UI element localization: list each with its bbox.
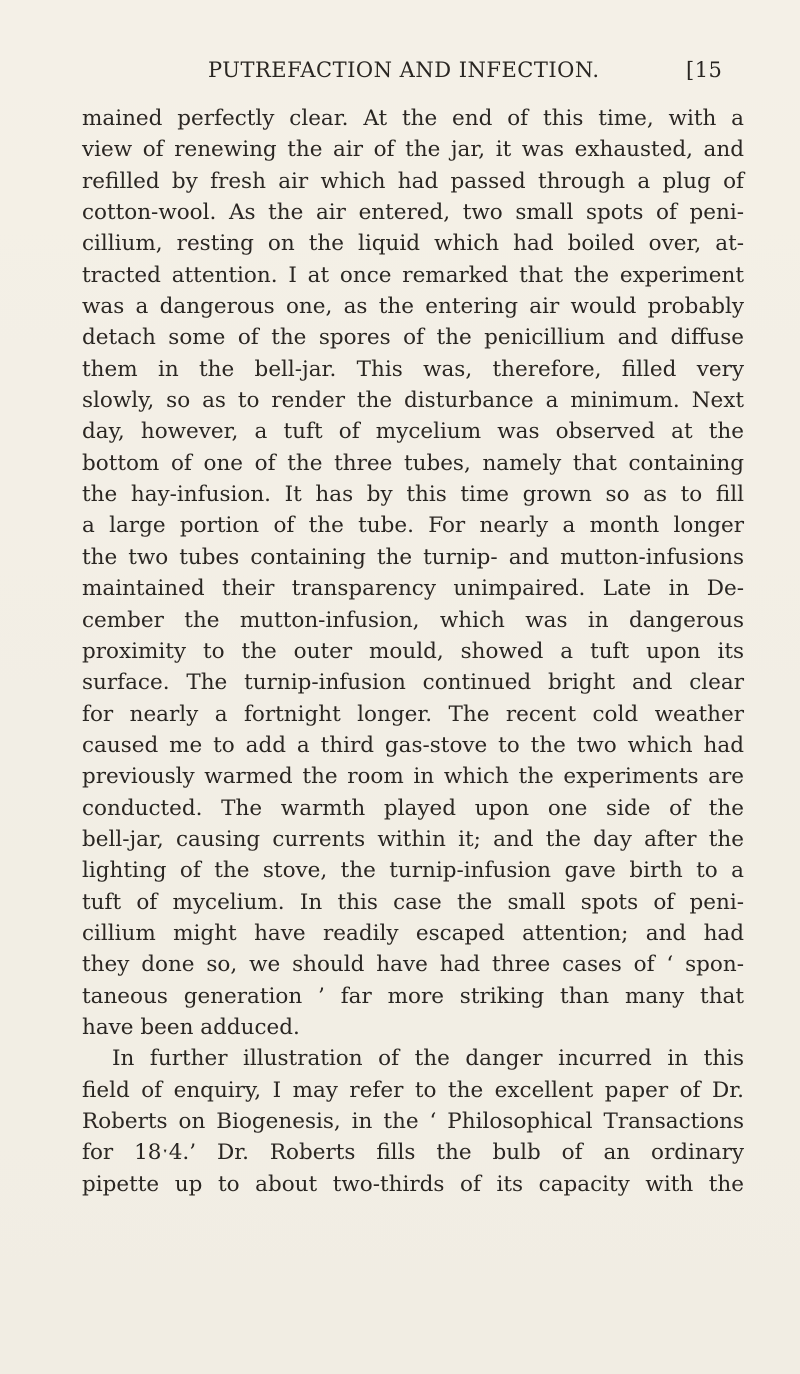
text-line: field of enquiry, I may refer to the excellent paper of Dr. — [82, 1077, 744, 1103]
text-line: day, however, a tuft of mycelium was observed at the — [82, 419, 744, 445]
running-title: PUTREFACTION AND INFECTION. — [208, 58, 600, 82]
paragraph-2 — [82, 1043, 744, 1200]
text-line: Roberts on Biogenesis, in the ‘ Philosophical Transactions — [82, 1109, 744, 1134]
page-number: [15 — [686, 58, 723, 82]
text-line: have been adduced. — [82, 1014, 300, 1040]
text-line: maintained their transparency unimpaired. Late in De- — [82, 576, 744, 602]
text-line: them in the bell-jar. This was, therefore, filled very — [82, 356, 744, 382]
running-head — [0, 58, 800, 88]
text-line: the hay-infusion. It has by this time grown so as to fill — [82, 482, 744, 508]
text-line: taneous generation ’ far more striking than many that — [82, 983, 744, 1009]
text-line: proximity to the outer mould, showed a tuft upon its — [82, 638, 744, 664]
text-line: they done so, we should have had three cases of ‘ spon- — [82, 952, 744, 978]
text-line: slowly, so as to render the disturbance a minimum. Next — [82, 388, 744, 414]
text-line: the two tubes containing the turnip- and mutton-infusions — [82, 544, 744, 570]
text-line: a large portion of the tube. For nearly a month longer — [82, 513, 744, 539]
text-line: cotton-wool. As the air entered, two small spots of peni- — [82, 200, 744, 226]
text-line: caused me to add a third gas-stove to the two which had — [82, 732, 744, 758]
text-line: for nearly a fortnight longer. The recent cold weather — [82, 701, 744, 727]
text-line: lighting of the stove, the turnip-infusion gave birth to a — [82, 858, 744, 884]
text-line: was a dangerous one, as the entering air would probably — [82, 294, 744, 320]
text-line: previously warmed the room in which the experiments are — [82, 764, 744, 790]
text-line: bell-jar, causing currents within it; and the day after the — [82, 826, 744, 852]
text-line: In further illustration of the danger incurred in this — [112, 1046, 744, 1072]
text-line: cillium, resting on the liquid which had boiled over, at- — [82, 231, 744, 257]
text-line: refilled by fresh air which had passed through a plug of — [82, 168, 744, 194]
text-line: tuft of mycelium. In this case the small spots of peni- — [82, 889, 744, 915]
text-line: for 18ˑ4.’ Dr. Roberts fills the bulb of an ordinary — [82, 1140, 744, 1166]
text-line: mained perfectly clear. At the end of this time, with a — [82, 106, 744, 131]
text-line: cember the mutton-infusion, which was in dangerous — [82, 607, 744, 633]
text-line: detach some of the spores of the penicillium and diffuse — [82, 325, 744, 351]
text-line: view of renewing the air of the jar, it was exhausted, and — [82, 137, 744, 163]
text-line: cillium might have readily escaped attention; and had — [82, 920, 744, 946]
paragraph-1 — [82, 103, 744, 1043]
text-line: pipette up to about two-thirds of its capacity with the — [82, 1171, 744, 1197]
text-line: tracted attention. I at once remarked that the experiment — [82, 262, 744, 288]
text-line: bottom of one of the three tubes, namely that containing — [82, 450, 744, 476]
text-line: surface. The turnip-infusion continued bright and clear — [82, 670, 744, 696]
body-text — [82, 103, 744, 1200]
text-line: conducted. The warmth played upon one side of the — [82, 795, 744, 821]
